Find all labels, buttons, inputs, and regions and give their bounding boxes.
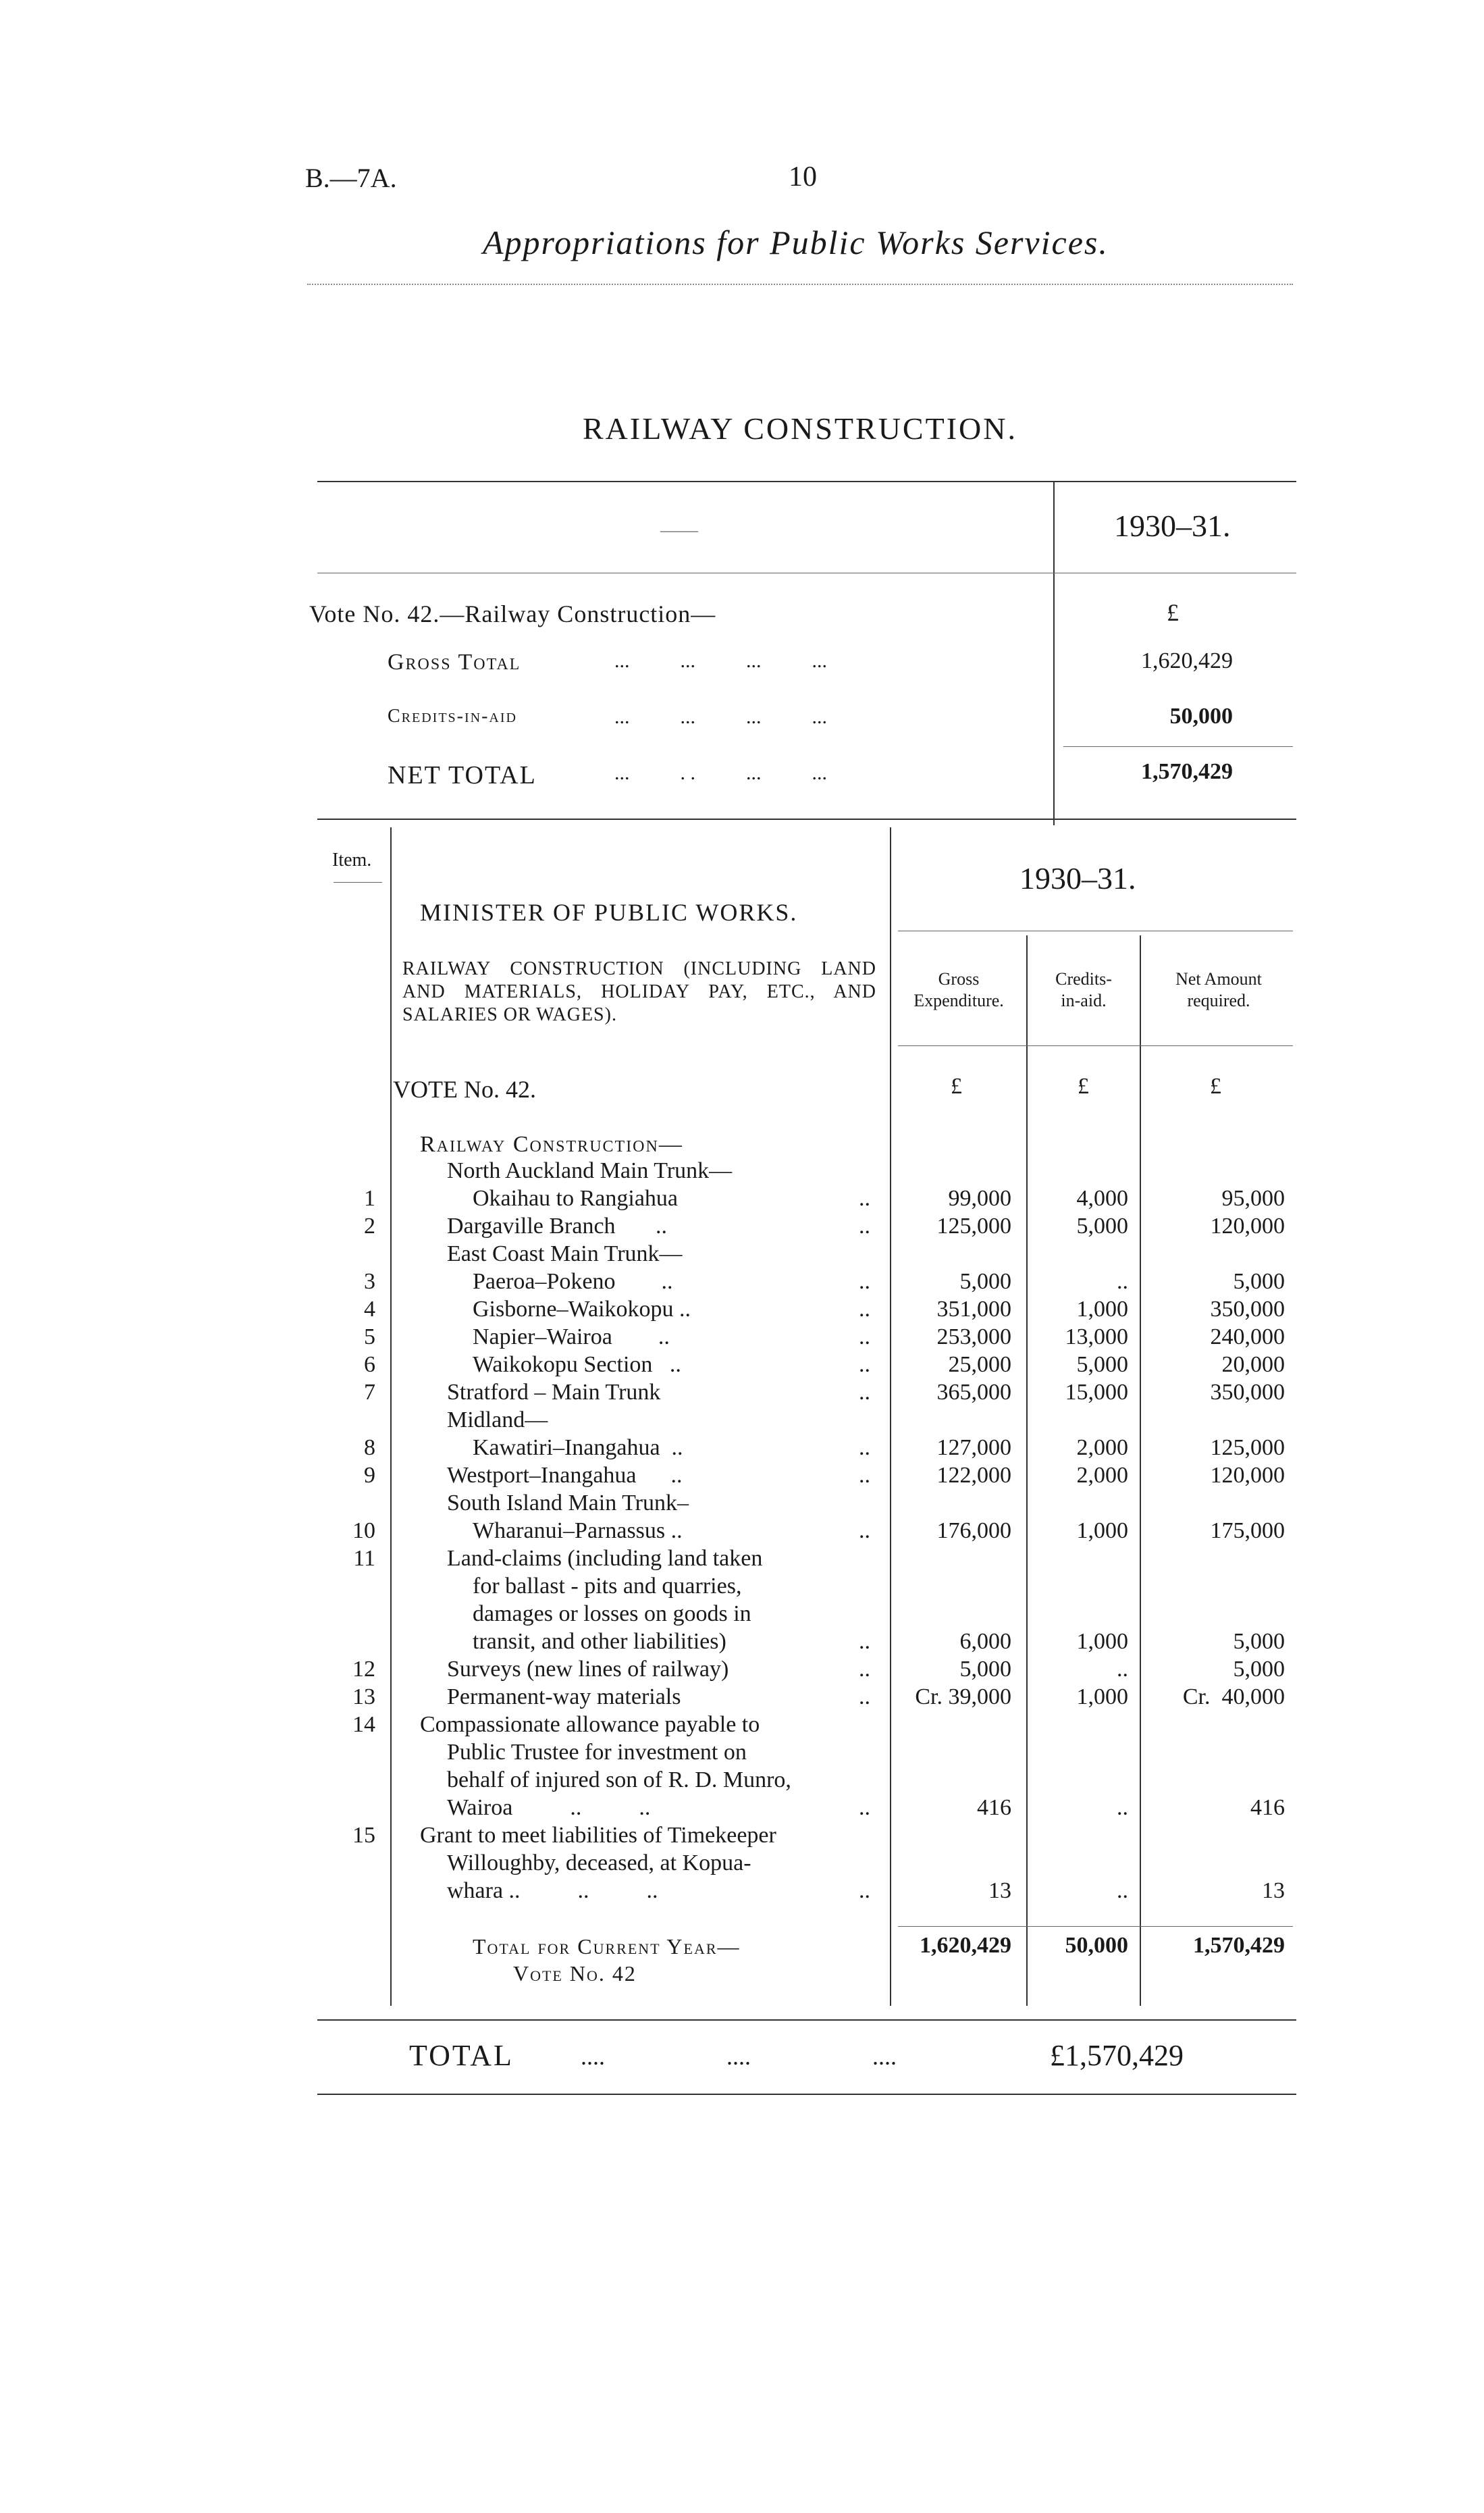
summary-net-dots: ... . . ... ... bbox=[614, 762, 827, 784]
line-gross-expenditure: 125,000 bbox=[936, 1214, 1011, 1239]
item-number: 10 bbox=[352, 1518, 375, 1543]
line-description: Public Trustee for investment on bbox=[447, 1740, 747, 1765]
summary-column-divider bbox=[1053, 481, 1055, 825]
line-description: Wharanui–Parnassus .. bbox=[473, 1518, 683, 1543]
gross-header-line-1: Gross bbox=[938, 969, 980, 989]
line-description: whara .. .. .. bbox=[447, 1878, 658, 1903]
credits-header-line-1: Credits- bbox=[1055, 969, 1112, 989]
line-credits-in-aid: 2,000 bbox=[1076, 1435, 1128, 1460]
running-title: Appropriations for Public Works Services. bbox=[483, 224, 1109, 261]
line-description: Willoughby, deceased, at Kopua- bbox=[447, 1850, 751, 1875]
item-number: 13 bbox=[352, 1684, 375, 1709]
line-description: behalf of injured son of R. D. Munro, bbox=[447, 1767, 791, 1792]
summary-bottom-rule bbox=[317, 819, 1296, 820]
item-column-header: Item. bbox=[332, 850, 372, 871]
summary-credits-label: Credits-in-aid bbox=[388, 706, 517, 727]
line-net-amount: 20,000 bbox=[1221, 1352, 1285, 1377]
line-description: damages or losses on goods in bbox=[473, 1601, 751, 1626]
gross-column-divider bbox=[1026, 935, 1028, 2006]
line-leader-dots: .. bbox=[859, 1795, 870, 1820]
line-gross-expenditure: 253,000 bbox=[936, 1324, 1011, 1349]
line-credits-in-aid: 5,000 bbox=[1076, 1214, 1128, 1239]
net-header-line-2: required. bbox=[1187, 991, 1250, 1010]
vote-description: RAILWAY CONSTRUCTION (INCLUDING LAND AND MATERIALS, HOLIDAY PAY, ETC., AND SALARIES OR WAGES). bbox=[402, 958, 876, 1025]
line-description: Okaihau to Rangiahua bbox=[473, 1186, 679, 1211]
line-description: Waikokopu Section .. bbox=[473, 1352, 681, 1377]
line-gross-expenditure: 351,000 bbox=[936, 1297, 1011, 1322]
line-description: Midland— bbox=[447, 1407, 548, 1432]
item-number: 3 bbox=[364, 1269, 375, 1294]
credits-currency: £ bbox=[1078, 1074, 1089, 1099]
total-credits-in-aid: 50,000 bbox=[1065, 1933, 1128, 1958]
net-header bbox=[1141, 968, 1296, 1012]
line-gross-expenditure: 365,000 bbox=[936, 1380, 1011, 1405]
line-description: transit, and other liabilities) bbox=[473, 1629, 726, 1654]
line-gross-expenditure: 127,000 bbox=[936, 1435, 1011, 1460]
item-column-divider bbox=[390, 827, 392, 2006]
line-leader-dots: .. bbox=[859, 1684, 870, 1709]
line-gross-expenditure: 416 bbox=[977, 1795, 1011, 1820]
line-leader-dots: .. bbox=[859, 1463, 870, 1488]
gross-header-line-2: Expenditure. bbox=[913, 991, 1004, 1010]
credits-header bbox=[1028, 968, 1140, 1012]
line-leader-dots: .. bbox=[859, 1629, 870, 1654]
summary-credits-rule bbox=[1063, 746, 1293, 747]
line-net-amount: 350,000 bbox=[1210, 1380, 1285, 1405]
line-gross-expenditure: 13 bbox=[988, 1878, 1011, 1903]
line-description: Westport–Inangahua .. bbox=[447, 1463, 683, 1488]
item-number: 9 bbox=[364, 1463, 375, 1488]
line-description: for ballast - pits and quarries, bbox=[473, 1574, 742, 1599]
line-credits-in-aid: 1,000 bbox=[1076, 1629, 1128, 1654]
column-header-rule bbox=[898, 1045, 1293, 1046]
line-credits-in-aid: 15,000 bbox=[1065, 1380, 1128, 1405]
item-number: 7 bbox=[364, 1380, 375, 1405]
summary-net-amount: 1,570,429 bbox=[1141, 759, 1233, 784]
line-leader-dots: .. bbox=[859, 1297, 870, 1322]
line-credits-in-aid: 13,000 bbox=[1065, 1324, 1128, 1349]
line-description: North Auckland Main Trunk— bbox=[447, 1158, 733, 1183]
item-number: 11 bbox=[353, 1546, 375, 1571]
line-gross-expenditure: 5,000 bbox=[959, 1657, 1011, 1682]
line-description: Wairoa .. .. bbox=[447, 1795, 651, 1820]
gross-currency: £ bbox=[951, 1074, 962, 1099]
line-description: Napier–Wairoa .. bbox=[473, 1324, 670, 1349]
line-net-amount: 120,000 bbox=[1210, 1463, 1285, 1488]
total-label-line-2: Vote No. 42 bbox=[513, 1961, 637, 1986]
item-number: 2 bbox=[364, 1214, 375, 1239]
line-net-amount: 240,000 bbox=[1210, 1324, 1285, 1349]
line-gross-expenditure: 122,000 bbox=[936, 1463, 1011, 1488]
item-number: 15 bbox=[352, 1823, 375, 1848]
item-number: 6 bbox=[364, 1352, 375, 1377]
line-credits-in-aid: 1,000 bbox=[1076, 1297, 1128, 1322]
line-description: East Coast Main Trunk— bbox=[447, 1241, 683, 1266]
summary-gross-label: Gross Total bbox=[388, 650, 521, 675]
net-header-line-1: Net Amount bbox=[1175, 969, 1262, 989]
line-credits-in-aid: 5,000 bbox=[1076, 1352, 1128, 1377]
line-credits-in-aid: 1,000 bbox=[1076, 1518, 1128, 1543]
line-credits-in-aid: .. bbox=[1117, 1878, 1128, 1903]
total-current-year-label bbox=[473, 1933, 741, 1987]
summary-year-header: 1930–31. bbox=[1114, 509, 1231, 543]
description-column-divider bbox=[890, 827, 891, 2006]
item-number: 12 bbox=[352, 1657, 375, 1682]
line-description: Gisborne–Waikokopu .. bbox=[473, 1297, 691, 1322]
summary-credits-dots: ... ... ... ... bbox=[614, 706, 827, 728]
net-currency: £ bbox=[1210, 1074, 1221, 1099]
line-gross-expenditure: 6,000 bbox=[959, 1629, 1011, 1654]
line-description: Land-claims (including land taken bbox=[447, 1546, 763, 1571]
line-description: Dargaville Branch .. bbox=[447, 1214, 668, 1239]
line-net-amount: 350,000 bbox=[1210, 1297, 1285, 1322]
line-gross-expenditure: 5,000 bbox=[959, 1269, 1011, 1294]
line-leader-dots: .. bbox=[859, 1435, 870, 1460]
line-description: Permanent-way materials bbox=[447, 1684, 681, 1709]
item-number: 1 bbox=[364, 1186, 375, 1211]
line-description: Kawatiri–Inangahua .. bbox=[473, 1435, 683, 1460]
credits-column-divider bbox=[1140, 935, 1141, 2006]
grand-total-rule bbox=[317, 2094, 1296, 2095]
line-net-amount: 5,000 bbox=[1233, 1629, 1285, 1654]
item-number: 5 bbox=[364, 1324, 375, 1349]
grand-total-dots: .... .... .... bbox=[581, 2043, 897, 2070]
line-leader-dots: .. bbox=[859, 1269, 870, 1294]
document-reference: B.—7A. bbox=[305, 163, 397, 193]
summary-gross-amount: 1,620,429 bbox=[1141, 648, 1233, 673]
line-net-amount: 13 bbox=[1262, 1878, 1285, 1903]
summary-net-label: NET TOTAL bbox=[388, 761, 537, 789]
vote-number-label: VOTE No. 42. bbox=[393, 1076, 536, 1103]
item-header-rule bbox=[334, 882, 382, 883]
header-rule bbox=[307, 284, 1293, 285]
grand-total-amount: £1,570,429 bbox=[1050, 2039, 1184, 2072]
railway-construction-heading: Railway Construction— bbox=[420, 1132, 683, 1157]
grand-total-label: TOTAL bbox=[409, 2039, 514, 2072]
line-description: South Island Main Trunk– bbox=[447, 1491, 689, 1515]
item-number: 4 bbox=[364, 1297, 375, 1322]
detail-bottom-rule bbox=[317, 2019, 1296, 2021]
line-description: Surveys (new lines of railway) bbox=[447, 1657, 729, 1682]
line-leader-dots: .. bbox=[859, 1657, 870, 1682]
item-number: 14 bbox=[352, 1712, 375, 1737]
summary-vote-label: Vote No. 42.—Railway Construction— bbox=[309, 600, 716, 627]
line-gross-expenditure: 99,000 bbox=[948, 1186, 1011, 1211]
line-credits-in-aid: .. bbox=[1117, 1795, 1128, 1820]
line-net-amount: 5,000 bbox=[1233, 1657, 1285, 1682]
line-leader-dots: .. bbox=[859, 1518, 870, 1543]
total-upper-rule bbox=[898, 1926, 1293, 1927]
line-leader-dots: .. bbox=[859, 1352, 870, 1377]
summary-top-rule bbox=[317, 481, 1296, 482]
summary-dash-header: —— bbox=[660, 520, 698, 541]
line-gross-expenditure: 25,000 bbox=[948, 1352, 1011, 1377]
detail-year-header: 1930–31. bbox=[1019, 861, 1136, 896]
line-credits-in-aid: 2,000 bbox=[1076, 1463, 1128, 1488]
line-credits-in-aid: .. bbox=[1117, 1269, 1128, 1294]
line-leader-dots: .. bbox=[859, 1214, 870, 1239]
line-description: Stratford – Main Trunk bbox=[447, 1380, 661, 1405]
section-title: RAILWAY CONSTRUCTION. bbox=[583, 411, 1017, 446]
line-credits-in-aid: 4,000 bbox=[1076, 1186, 1128, 1211]
total-net-amount: 1,570,429 bbox=[1193, 1933, 1285, 1958]
summary-currency: £ bbox=[1167, 599, 1179, 626]
line-gross-expenditure: Cr. 39,000 bbox=[915, 1684, 1011, 1709]
line-description: Compassionate allowance payable to bbox=[420, 1712, 760, 1737]
line-leader-dots: .. bbox=[859, 1878, 870, 1903]
line-leader-dots: .. bbox=[859, 1186, 870, 1211]
minister-heading: MINISTER OF PUBLIC WORKS. bbox=[420, 899, 798, 926]
line-net-amount: 120,000 bbox=[1210, 1214, 1285, 1239]
summary-credits-amount: 50,000 bbox=[1169, 704, 1233, 729]
total-label-line-1: Total for Current Year— bbox=[473, 1934, 741, 1959]
summary-gross-dots: ... ... ... ... bbox=[614, 650, 827, 672]
line-credits-in-aid: .. bbox=[1117, 1657, 1128, 1682]
line-gross-expenditure: 176,000 bbox=[936, 1518, 1011, 1543]
total-gross-expenditure: 1,620,429 bbox=[920, 1933, 1011, 1958]
credits-header-line-2: in-aid. bbox=[1061, 991, 1107, 1010]
line-credits-in-aid: 1,000 bbox=[1076, 1684, 1128, 1709]
line-description: Grant to meet liabilities of Timekeeper bbox=[420, 1823, 776, 1848]
line-leader-dots: .. bbox=[859, 1380, 870, 1405]
line-description: Paeroa–Pokeno .. bbox=[473, 1269, 673, 1294]
line-net-amount: 5,000 bbox=[1233, 1269, 1285, 1294]
line-net-amount: 95,000 bbox=[1221, 1186, 1285, 1211]
line-net-amount: 175,000 bbox=[1210, 1518, 1285, 1543]
page-number: 10 bbox=[789, 161, 817, 192]
line-leader-dots: .. bbox=[859, 1324, 870, 1349]
line-net-amount: Cr. 40,000 bbox=[1182, 1684, 1285, 1709]
item-number: 8 bbox=[364, 1435, 375, 1460]
line-net-amount: 416 bbox=[1250, 1795, 1285, 1820]
gross-header bbox=[893, 968, 1025, 1012]
line-net-amount: 125,000 bbox=[1210, 1435, 1285, 1460]
